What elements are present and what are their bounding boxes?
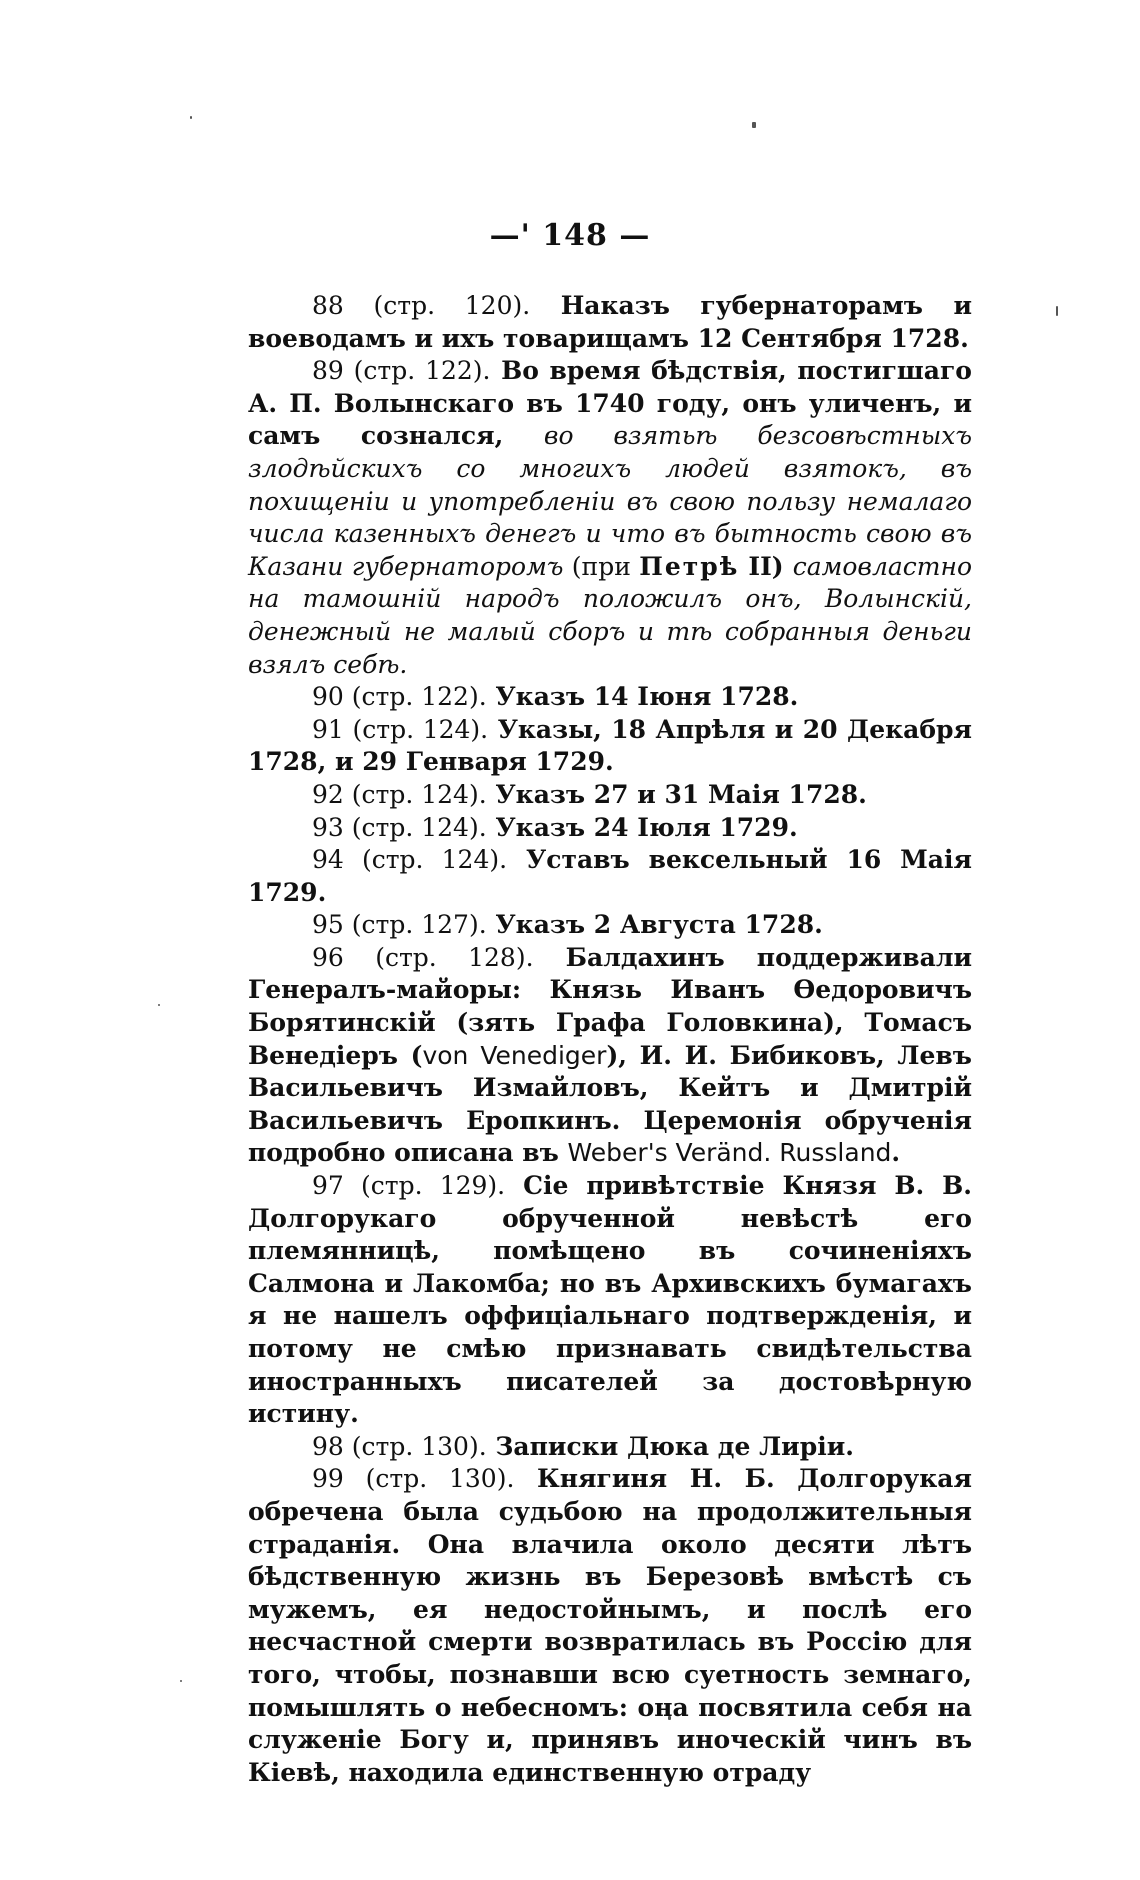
note-text: Балдахинъ поддерживали Генералъ-майоры: Князь Иванъ Ѳедоровичъ Борятинскій (зять Графа Головкина), Томасъ Венедіеръ (	[248, 942, 972, 1070]
scan-speck	[752, 122, 756, 128]
note-ref: 98 (стр. 130).	[312, 1431, 487, 1461]
note-90	[248, 681, 972, 714]
note-91	[248, 714, 972, 779]
note-99	[248, 1463, 972, 1789]
note-text: II)	[739, 551, 793, 581]
scan-speck	[1056, 306, 1058, 316]
note-ref: 97 (стр. 129).	[312, 1171, 506, 1201]
note-text: Княгиня Н. Б. Долгорукая обречена была судьбою на продолжительныя страданія. Она влачила около десяти лѣтъ бѣдственную жизнь въ Березовѣ вмѣстѣ съ мужемъ, ея недостойнымъ, и послѣ его несчастной смерти возвратилась въ Россію для того, чтобы, познавши всю суетность земнаго, помышлять о небесномъ: она посвятила себя на служеніе Богу и, принявъ иноческій чинъ въ Кіевѣ, находила единственную отраду	[248, 1464, 972, 1787]
note-quote: самовластно на тамошній народъ положилъ онъ, Волынскій, денежный не малый сборъ и тѣ собранныя деньги взялъ себѣ.	[248, 551, 973, 679]
note-ref: 99 (стр. 130).	[312, 1464, 515, 1494]
note-text: Указъ 14 Іюня 1728.	[495, 682, 799, 712]
note-ref: 93 (стр. 124).	[312, 812, 487, 842]
scan-speck	[180, 1680, 182, 1682]
note-name: Петрѣ	[639, 551, 740, 581]
note-96	[248, 942, 972, 1170]
note-98	[248, 1431, 972, 1464]
note-text: (при	[563, 551, 640, 581]
note-latin: von Venediger	[422, 1040, 607, 1070]
note-ref: 94 (стр. 124).	[312, 845, 508, 875]
note-92	[248, 779, 972, 812]
note-text: ), И. И. Бибиковъ, Левъ Васильевичъ Измайловъ, Кейтъ и Дмитрій Васильевичъ Еропкинъ. Церемонія обрученія подробно описана въ	[248, 1040, 972, 1168]
note-ref: 92 (стр. 124).	[312, 779, 487, 809]
note-ref: 89 (стр. 122).	[312, 356, 491, 386]
note-95	[248, 909, 972, 942]
page-number: —' 148 —	[489, 218, 651, 253]
note-text: Наказъ губернаторамъ и воеводамъ и ихъ товарищамъ 12 Сентября 1728.	[248, 291, 972, 353]
note-ref: 96 (стр. 128).	[312, 942, 534, 972]
note-text: Указъ 27 и 31 Маія 1728.	[495, 779, 867, 809]
note-93	[248, 812, 972, 845]
note-text: Указъ 2 Августа 1728.	[495, 910, 823, 940]
note-text: Указы, 18 Апрѣля и 20 Декабря 1728, и 29 Генваря 1729.	[248, 714, 972, 777]
scan-speck	[190, 116, 192, 119]
note-quote: во взятьѣ безсовѣстныхъ злодѣйскихъ со многихъ людей взятокъ, въ похищеніи и употребленіи въ свою пользу немалаго числа казенныхъ денегъ и что въ бытность свою въ Казани губернаторомъ	[248, 421, 972, 581]
note-94	[248, 844, 972, 909]
note-text: .	[891, 1138, 901, 1168]
note-ref: 90 (стр. 122).	[312, 682, 487, 712]
note-ref: 91 (стр. 124).	[312, 714, 489, 744]
note-89	[248, 355, 972, 681]
note-text: Уставъ вексельный 16 Маія 1729.	[248, 845, 972, 907]
note-ref: 95 (стр. 127).	[312, 910, 487, 940]
note-text: Указъ 24 Іюля 1729.	[495, 812, 798, 842]
note-text: Записки Дюка де Лиріи.	[495, 1431, 854, 1461]
scan-speck	[158, 1004, 160, 1006]
note-97	[248, 1170, 972, 1431]
note-text: Во время бѣдствія, постигшаго А. П. Волынскаго въ 1740 году, онъ уличенъ, и самъ сознался,	[248, 356, 972, 451]
note-ref: 88 (стр. 120).	[312, 291, 531, 320]
note-88	[248, 290, 972, 355]
footnotes-column	[248, 290, 972, 1789]
note-text: Сіе привѣтствіе Князя В. В. Долгорукаго обрученной невѣстѣ его племянницѣ, помѣщено въ сочиненіяхъ Салмона и Лакомба; но въ Архивскихъ бумагахъ я не нашелъ оффиціальнаго подтвержденія, и потому не смѣю признавать свидѣтельства иностранныхъ писателей за достовѣрную истину.	[248, 1171, 972, 1429]
note-latin: Weber's Veränd. Russland	[567, 1138, 892, 1168]
